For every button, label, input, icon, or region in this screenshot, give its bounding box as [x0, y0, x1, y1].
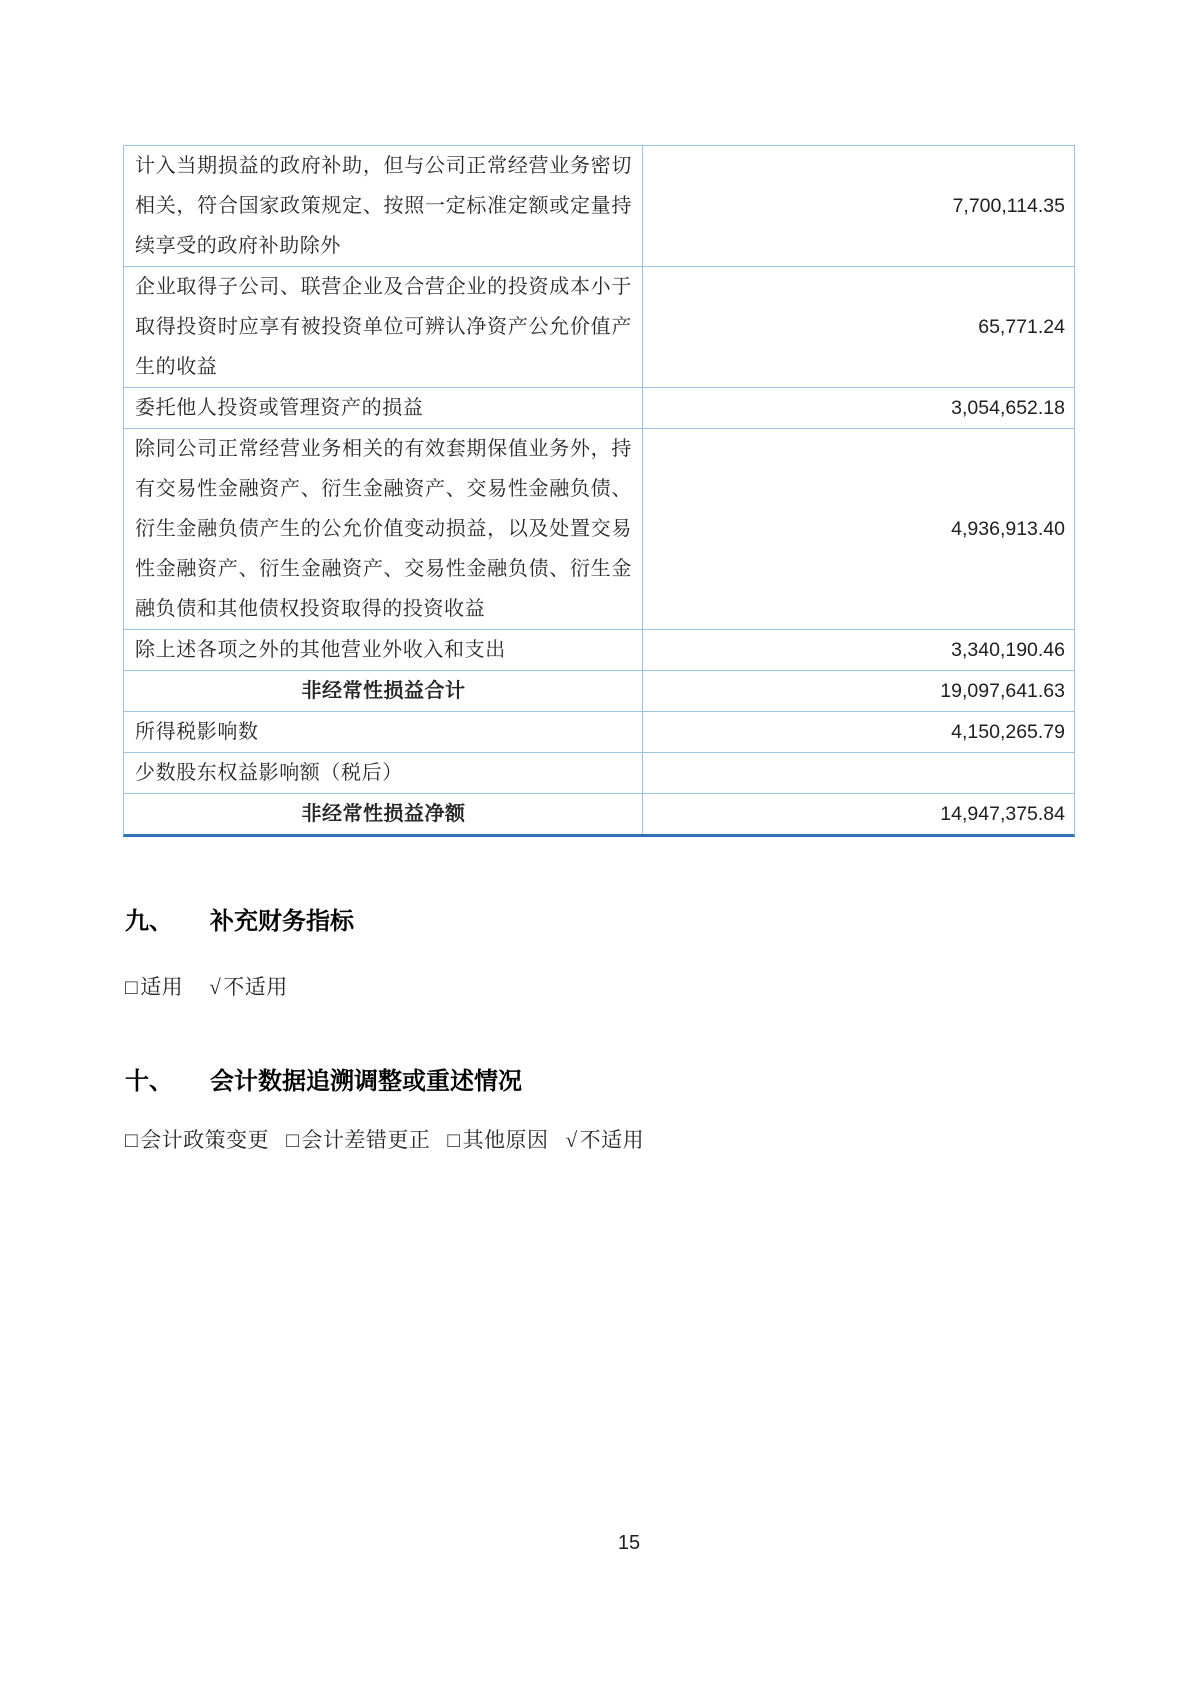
- item-label: 少数股东权益影响额（税后）: [124, 753, 643, 793]
- option-label: 会计政策变更: [140, 1128, 270, 1152]
- subtotal-label: 非经常性损益合计: [124, 671, 643, 711]
- section-10-options: [125, 1124, 644, 1154]
- table-row: [124, 146, 1074, 267]
- table-row-total: [124, 794, 1074, 834]
- table-row: [124, 753, 1074, 794]
- section-9-heading: [125, 901, 354, 936]
- checkbox-empty-icon: □: [447, 1128, 461, 1152]
- table-row-subtotal: [124, 671, 1074, 712]
- item-label: 企业取得子公司、联营企业及合营企业的投资成本小于取得投资时应享有被投资单位可辨认净资产公允价值产生的收益: [124, 267, 643, 387]
- option-label: 其他原因: [462, 1128, 549, 1152]
- item-value: [643, 753, 1074, 793]
- item-value: 4,150,265.79: [951, 720, 1065, 743]
- option-label: 会计差错更正: [301, 1128, 431, 1152]
- option-not-applicable: [209, 971, 288, 1001]
- option-label: 不适用: [579, 1128, 645, 1152]
- section-title: 会计数据追溯调整或重述情况: [210, 1068, 522, 1095]
- check-mark-icon: √: [565, 1128, 578, 1152]
- table-row: [124, 630, 1074, 671]
- item-label: 所得税影响数: [124, 712, 643, 752]
- option-other-reason: [447, 1124, 548, 1154]
- option-applicable: [125, 971, 183, 1001]
- option-accounting-policy-change: [125, 1124, 269, 1154]
- section-10-heading: [125, 1061, 522, 1096]
- option-not-applicable: [566, 1124, 645, 1154]
- item-value: 3,054,652.18: [951, 396, 1065, 419]
- item-value: 65,771.24: [978, 315, 1065, 338]
- total-value: 14,947,375.84: [940, 802, 1065, 825]
- item-label: 计入当期损益的政府补助，但与公司正常经营业务密切相关，符合国家政策规定、按照一定标准定额或定量持续享受的政府补助除外: [124, 146, 643, 266]
- section-number: 十、: [125, 1068, 173, 1095]
- check-mark-icon: √: [209, 975, 222, 999]
- item-label: 除上述各项之外的其他营业外收入和支出: [124, 630, 643, 670]
- checkbox-empty-icon: □: [286, 1128, 300, 1152]
- option-accounting-error-correction: [286, 1124, 430, 1154]
- section-9-options: [125, 971, 288, 1001]
- item-label: 除同公司正常经营业务相关的有效套期保值业务外，持有交易性金融资产、衍生金融资产、交易性金融负债、衍生金融负债产生的公允价值变动损益，以及处置交易性金融资产、衍生金融资产、交易性金融负债、衍生金融负债和其他债权投资取得的投资收益: [124, 429, 643, 629]
- section-title: 补充财务指标: [210, 908, 354, 935]
- subtotal-value: 19,097,641.63: [940, 679, 1065, 702]
- checkbox-empty-icon: □: [125, 975, 139, 999]
- item-value: 4,936,913.40: [951, 517, 1065, 540]
- option-label: 适用: [140, 975, 184, 999]
- table-row: [124, 429, 1074, 630]
- section-number: 九、: [125, 908, 173, 935]
- item-value: 3,340,190.46: [951, 638, 1065, 661]
- non-recurring-items-table: [123, 145, 1075, 837]
- table-row: [124, 712, 1074, 753]
- page-number: 15: [617, 1532, 641, 1554]
- option-label: 不适用: [223, 975, 288, 999]
- item-label: 委托他人投资或管理资产的损益: [124, 388, 643, 428]
- total-label: 非经常性损益净额: [124, 794, 643, 834]
- item-value: 7,700,114.35: [952, 194, 1065, 217]
- table-row: [124, 267, 1074, 388]
- table-row: [124, 388, 1074, 429]
- checkbox-empty-icon: □: [125, 1128, 139, 1152]
